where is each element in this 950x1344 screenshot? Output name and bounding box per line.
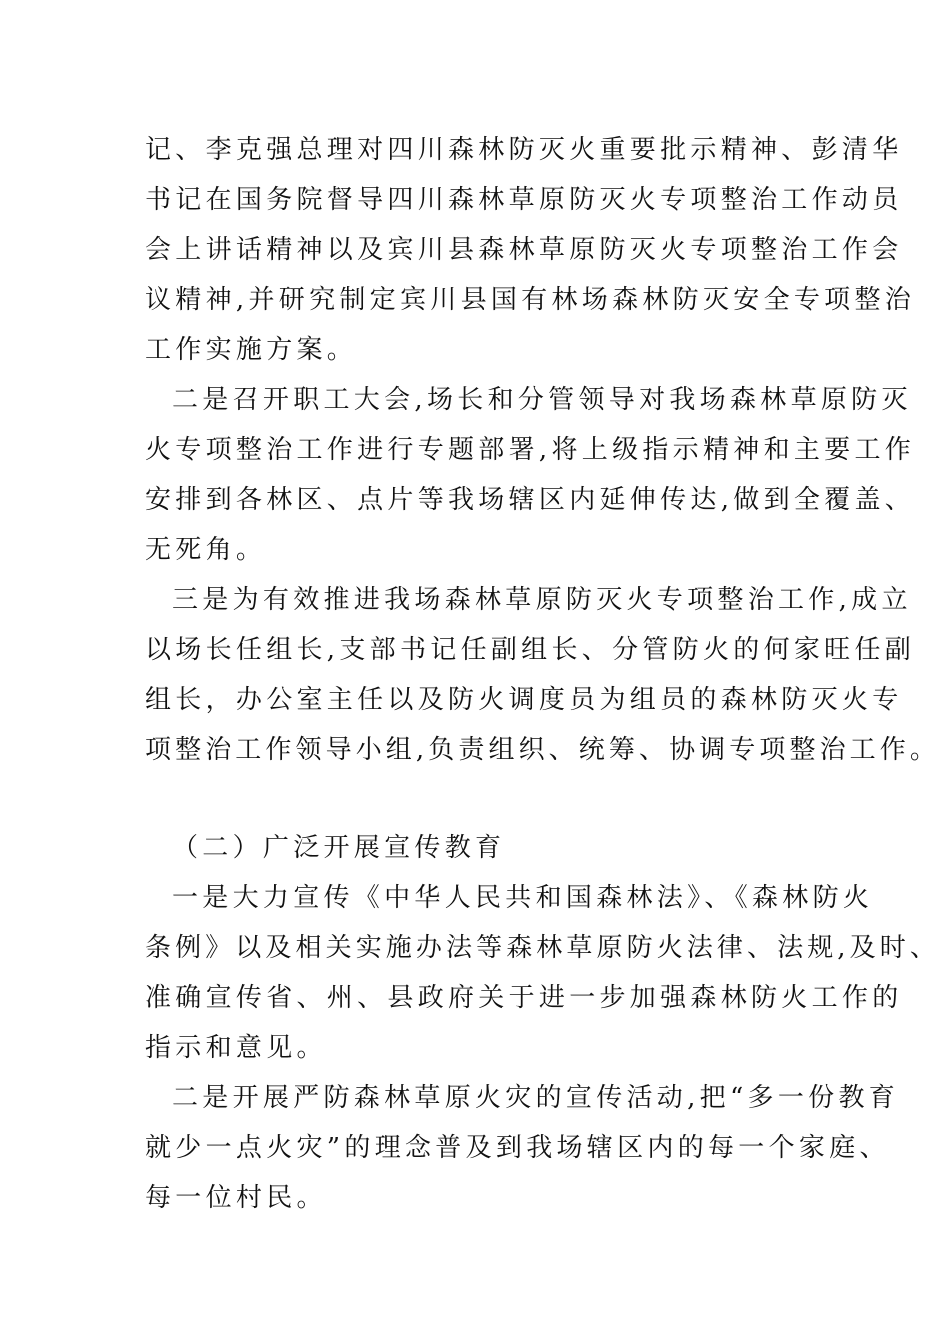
paragraph-line: 二是召开职工大会,场长和分管领导对我场森林草原防灭 bbox=[172, 385, 912, 415]
paragraph-line: 准确宣传省、州、县政府关于进一步加强森林防火工作的 bbox=[145, 983, 903, 1013]
paragraph-line: 安排到各林区、点片等我场辖区内延伸传达,做到全覆盖、 bbox=[145, 485, 916, 515]
paragraph-line: 三是为有效推进我场森林草原防灭火专项整治工作,成立 bbox=[172, 585, 912, 615]
paragraph-line: 记、李克强总理对四川森林防灭火重要批示精神、彭清华 bbox=[145, 135, 903, 165]
paragraph-line: 项整治工作领导小组,负责组织、统筹、协调专项整治工作。 bbox=[145, 735, 940, 765]
paragraph-line: 无死角。 bbox=[145, 535, 267, 565]
paragraph-line: 以场长任组长,支部书记任副组长、分管防火的何家旺任副 bbox=[145, 635, 916, 665]
paragraph-line: 组长，办公室主任以及防火调度员为组员的森林防灭火专 bbox=[145, 685, 903, 715]
paragraph-line: 工作实施方案。 bbox=[145, 335, 358, 365]
paragraph-line: 火专项整治工作进行专题部署,将上级指示精神和主要工作 bbox=[145, 435, 916, 465]
paragraph-line: 一是大力宣传《中华人民共和国森林法》、《森林防火 bbox=[172, 883, 874, 913]
paragraph-line: 书记在国务院督导四川森林草原防灭火专项整治工作动员 bbox=[145, 185, 903, 215]
paragraph-line: 会上讲话精神以及宾川县森林草原防灭火专项整治工作会 bbox=[145, 235, 903, 265]
paragraph-line: 条例》以及相关实施办法等森林草原防火法律、法规,及时、 bbox=[145, 933, 940, 963]
paragraph-line: 每一位村民。 bbox=[145, 1183, 327, 1213]
paragraph-line: 二是开展严防森林草原火灾的宣传活动,把“多一份教育 bbox=[172, 1083, 900, 1113]
paragraph-line: 议精神,并研究制定宾川县国有林场森林防灭安全专项整治 bbox=[145, 285, 916, 315]
paragraph-line: 就少一点火灾”的理念普及到我场辖区内的每一个家庭、 bbox=[145, 1133, 890, 1163]
section-heading: （二）广泛开展宣传教育 bbox=[172, 833, 506, 863]
paragraph-line: 指示和意见。 bbox=[145, 1033, 327, 1063]
